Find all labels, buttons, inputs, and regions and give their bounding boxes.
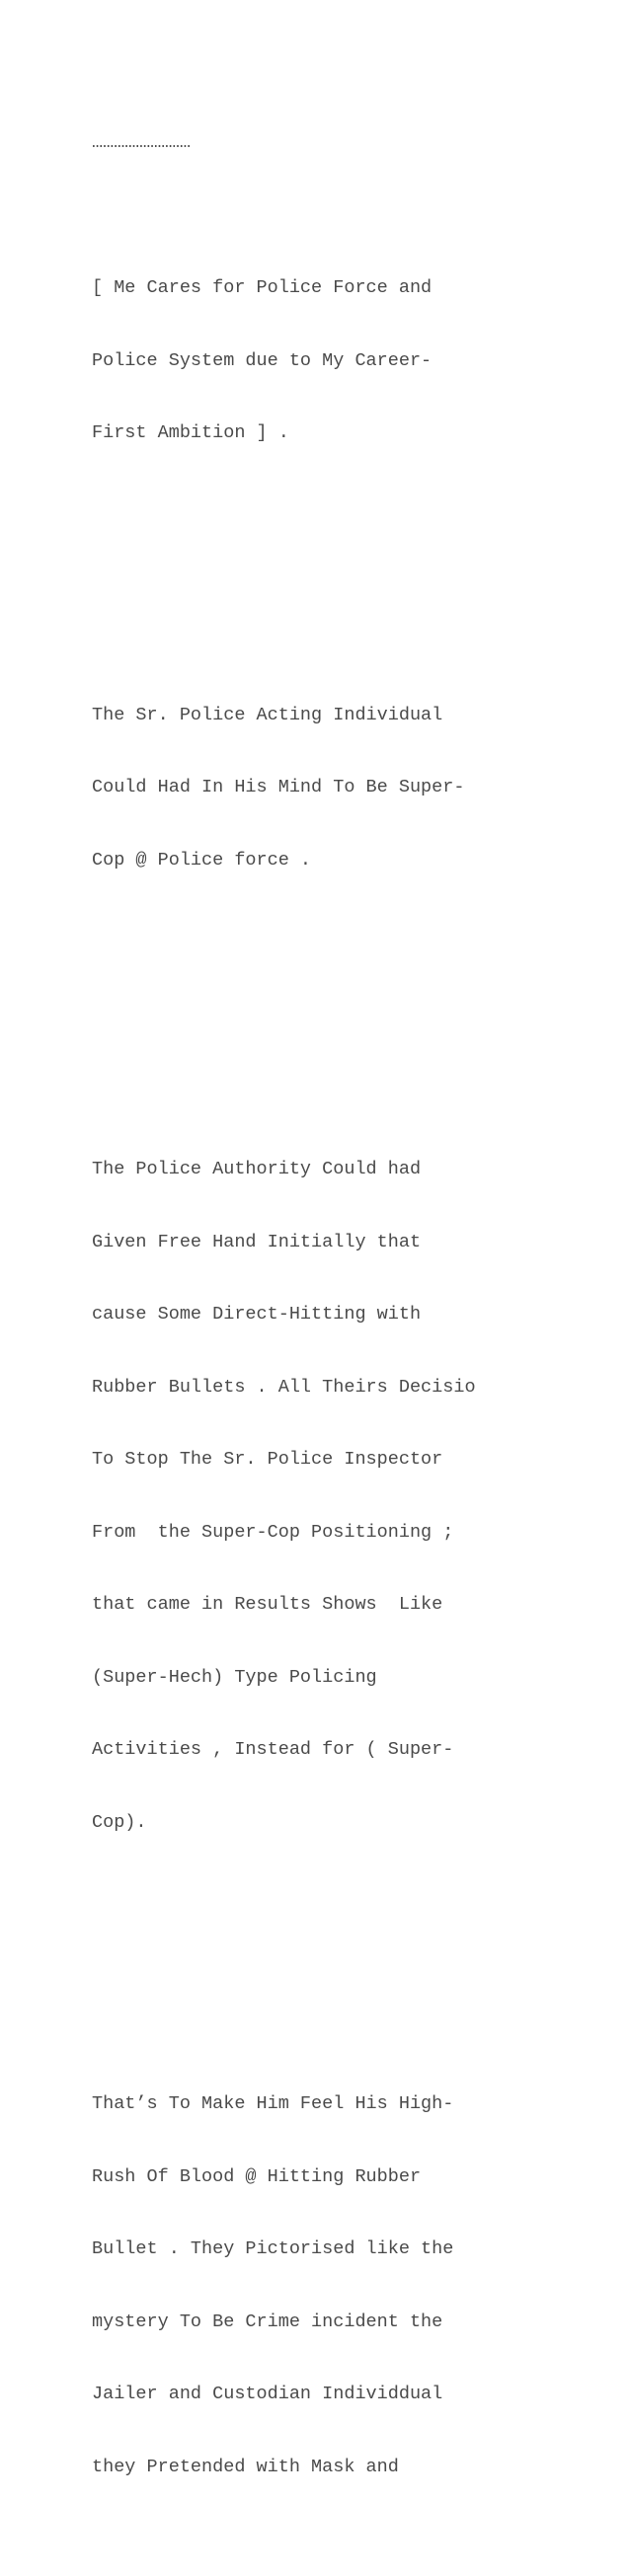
text-line: [ Me Cares for Police Force and [92,277,433,298]
paragraph-gap [92,1956,605,1972]
text-line: Cop). [92,1811,147,1833]
text-line: (Super-Hech) Type Policing [92,1666,377,1688]
text-line: cause Some Direct-Hitting with [92,1304,422,1325]
paragraph-4 [92,2044,605,2528]
text-line: Bullet . They Pictorised like the [92,2238,454,2259]
text-line: that came in Results Shows Like [92,1594,443,1615]
text-line: The Sr. Police Acting Individual [92,704,443,725]
separator-dots: ……………………… [92,132,191,153]
text-line: The Police Authority Could had [92,1159,422,1179]
paragraph-2 [92,655,605,922]
document-body [92,83,605,2576]
text-line: mystery To Be Crime incident the [92,2311,443,2332]
text-line: Rush Of Blood @ Hitting Rubber [92,2165,422,2187]
text-line: they Pretended with Mask and [92,2456,399,2477]
text-line: Could Had In His Mind To Be Super- [92,777,465,797]
text-line: Rubber Bullets . All Theirs Decisio [92,1376,476,1398]
text-line: Police System due to My Career- [92,349,433,371]
text-line: To Stop The Sr. Police Inspector [92,1449,443,1470]
text-line: Activities , Instead for ( Super- [92,1739,454,1760]
text-line: First Ambition ] . [92,422,289,443]
text-line: Cop @ Police force . [92,849,312,871]
paragraph-1 [92,228,605,494]
text-line: From the Super-Cop Positioning ; [92,1521,454,1543]
text-line: Given Free Hand Initially that [92,1231,422,1252]
text-line: Jailer and Custodian Individdual [92,2384,443,2404]
paragraph-gap [92,567,605,582]
paragraph-gap [92,994,605,1037]
paragraph-3 [92,1109,605,1883]
text-line: That’s To Make Him Feel His High- [92,2093,454,2114]
